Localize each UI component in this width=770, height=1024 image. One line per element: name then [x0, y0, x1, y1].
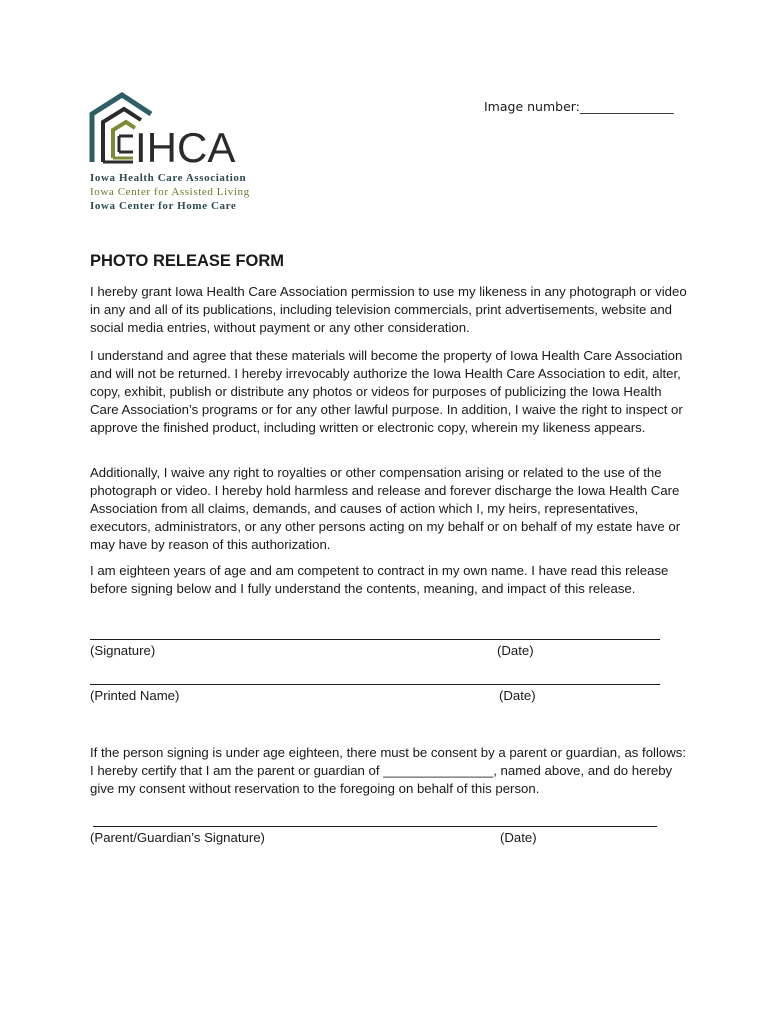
signature-line[interactable]: [90, 639, 660, 640]
paragraph-grant: I hereby grant Iowa Health Care Association permission to use my likeness in any photograph or video in any and all of its publications, including television commercials, print advertisements, website and social media entries, without payment or any other consideration.: [90, 284, 687, 335]
printed-name-date-label: (Date): [499, 688, 536, 703]
logo-line-health-care: Iowa Health Care Association: [90, 172, 247, 184]
paragraph-age: I am eighteen years of age and am competent to contract in my own name. I have read this release before signing below and I fully understand the contents, meaning, and impact of this release.: [90, 563, 669, 596]
logo-line-home-care: Iowa Center for Home Care: [90, 200, 237, 212]
form-title: PHOTO RELEASE FORM: [90, 252, 285, 270]
ihca-logo-mark: [89, 92, 264, 170]
logo-word: IHCA: [135, 124, 236, 170]
guardian-signature-label: (Parent/Guardian’s Signature): [90, 830, 265, 845]
guardian-date-label: (Date): [500, 830, 537, 845]
signature-date-label: (Date): [497, 643, 534, 658]
ihca-logo: [89, 92, 264, 214]
printed-name-line[interactable]: [90, 684, 660, 685]
logo-line-assisted-living: Iowa Center for Assisted Living: [90, 186, 250, 198]
paragraph-property: I understand and agree that these materials will become the property of Iowa Health Care Association and will not be returned. I hereby irrevocably authorize the Iowa Health Care Association to edit, alter, copy, exhibit, publish or distribute any photos or videos for purposes of publicizing the Iowa Health Care Association’s programs or for any other lawful purpose. In addition, I waive the right to inspect or approve the finished product, including written or electronic copy, wherein my likeness appears.: [90, 348, 683, 435]
signature-label: (Signature): [90, 643, 156, 658]
image-number-field[interactable]: Image number:_______________: [484, 99, 674, 114]
paragraph-royalties: Additionally, I waive any right to royalties or other compensation arising or related to the use of the photograph or video. I hereby hold harmless and release and forever discharge the Iowa Health Care Association from all claims, demands, and causes of action which I, my heirs, representatives, executors, administrators, or any other persons acting on my behalf or on behalf of my estate have or may have by reason of this authorization.: [90, 465, 681, 552]
printed-name-label: (Printed Name): [90, 688, 180, 703]
guardian-signature-line[interactable]: [93, 826, 657, 827]
paragraph-guardian-consent: If the person signing is under age eighteen, there must be consent by a parent or guardian, as follows: I hereby certify that I am the parent or guardian of _______________, named above, and do hereby give my consent without reservation to the foregoing on behalf of this person.: [90, 745, 687, 796]
